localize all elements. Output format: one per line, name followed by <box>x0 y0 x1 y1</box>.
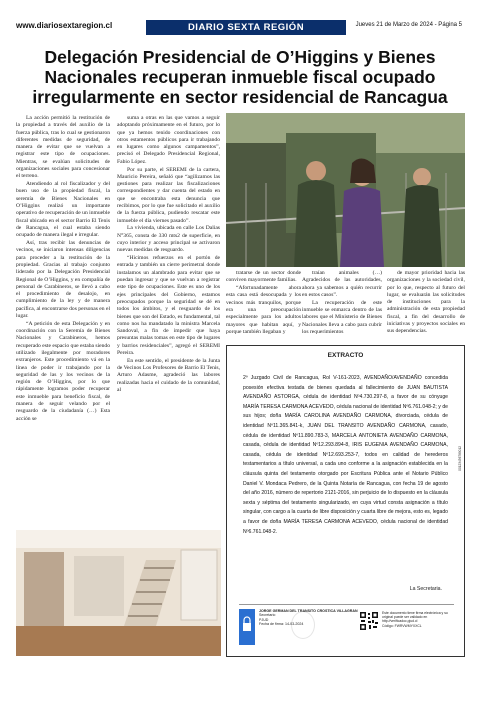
paragraph: En este sentido, el presidente de la Junta de Vecinos Los Profesores de Barrio El Tenis, Arturo Adasme, agradeció las labores realizadas hacia el cuidado de la comunidad, al <box>117 357 220 393</box>
issue-date: Jueves 21 de Marzo de 2024 - Página 5 <box>355 22 462 28</box>
article-column-3 <box>226 270 301 337</box>
paragraph: de mayor prioridad hacia las organizaciones y la sociedad civil, por lo que, respecto al futuro del lugar, se evaluarán las solicitudes de instituciones para la administración de esta propiedad fiscal, a fin del desarrollo de iniciativas y proyectos sociales en sus dependencias. <box>387 270 465 335</box>
legal-notice-box <box>226 345 465 657</box>
signer-info <box>259 609 359 627</box>
paragraph: “A petición de esta Delegación y en coordinación con la Seremía de Bienes Nacionales y Carabineros, hemos recuperado este espacio que estaba siendo utilizado ilegalmente por moradores extranjeros. Este procedimiento vá en la línea de poder ir trabajando por la seguridad de las y los vecinos de la región de O’Higgins, por lo que rápidamente logramos poder recuperar este inmueble para beneficio fiscal, de manera de seguir velando por el resguardo de la ciudadanía (…) Esta acción se <box>16 320 110 422</box>
paragraph: Así, tras recibir las denuncias de vecinos, se iniciaron intensas diligencias para proceder a la restitución de la propiedad. Gracias al trabajo conjunto liderado por la Delegación Presidencial Regional de O’Higgins, y en compañía de personal de Carabineros, se llevó a cabo el procedimiento de desalojo, en cumplimiento de la ley y de manera pacífica, al encontrarse dos personas en el lugar. <box>16 240 110 320</box>
verification-info <box>382 611 454 628</box>
paragraph: tratarse de un sector donde conviven mayormente familias. <box>226 270 301 284</box>
photo-officers-illustration <box>226 113 465 267</box>
article-column-5 <box>387 270 465 336</box>
lock-icon <box>239 609 255 645</box>
electronic-signature-block <box>239 604 454 646</box>
legal-notice-body: 2º Juzgado Civil de Rancagua, Rol V-161-2023, AVENDAÑO/AVENDAÑO concedida posesión efectiva testada de bienes quedada al fallecimiento de JUAN BAUTISTA AVENDAÑO ASTORGA, cédula de identidad Nº4.730.297-8, a favor de su cónyuge MARÍA TERESA CARMONA ACEVEDO, cédula nacional de identidad Nº6.761.048-2; y de sus hijos; doña MARÍA CAROLINA AVENDAÑO CARMONA, divorciada, cédula de identidad Nº11.365.841-k, JUAN DEL TRANSITO AVENDAÑO CARMONA, casado, cédula de identidad Nº11.890.783-3, MARCELA ANTONIETA AVENDAÑO CARMONA, casada, cédula de identidad Nº12.293.894-8, IRIS EUGENIA AVENDAÑO CARMONA, casada, cédula de identidad Nº12.693.253-7, todos en calidad de herederos testamentarios a título universal, a cada uno conforme a la asignación establecida en la cláusula quinta del testamento otorgado por Escritura Pública ante el Notario Público Daniel V. Mondaca Pedrero, de la Quinta Notaría de Rancagua, con fecha 19 de agosto del año 2016, número de repertorio 2121-2016, sin perjuicio de lo dispuesto en la cláusula sexta y séptima del testamento singularizado, en cuya virtud consta asignación a título singular, con cargo a la cuarta de libre disposición y cuarta libre de mejora, esto es, legado a favor de doña MARÍA TERESA CARMONA ACEVEDO, cédula nacional de identidad Nº6.761.048-2. <box>243 375 448 535</box>
paragraph: suma a otras en las que vamos a seguir adoptando próximamente en el futuro, por lo que ya hemos tenido coordinaciones con otros estamentos públicos para ir trabajando en lugares como algunos campamentos”, precisó el Delegado Presidencial Regional, Fabio López. <box>117 115 220 165</box>
article-column-1 <box>16 115 110 423</box>
signer-name: JORGE GERMAN DEL TRANSITO CROSTICA VILLAGRAN <box>259 609 358 613</box>
signer-role: Secretario <box>259 613 276 618</box>
paragraph: Atendiendo al rol fiscalizador y del buen uso de la propiedad fiscal, la seremía de Bienes Nacionales en O’Higgins realizó un importante operativo de recuperación de un inmueble fiscal ubicado en el sector Barrio El Tenis de Rancagua, el cual estaba siendo ocupado de manera ilegal e irregular. <box>16 181 110 239</box>
signer-court: PJUD <box>259 617 269 622</box>
site-url[interactable]: www.diariosextaregion.cl <box>16 21 113 30</box>
paragraph: “Afortunadamente ahora esta casa está desocupada y los vecinos más tranquilos, porque era una preocupación especialmente para los adultos mayores que habitan aquí, y porque también llegaban y <box>226 285 301 335</box>
photo-interior-illustration <box>16 530 221 656</box>
masthead <box>16 20 462 36</box>
legal-notice-title: EXTRACTO <box>327 352 364 359</box>
article-column-2 <box>117 115 220 395</box>
article-column-4 <box>302 270 382 337</box>
paragraph: Por su parte, el SEREMI de la cartera, Mauricio Pereira, señaló que “agilizamos las gestiones para realizar las fiscalizaciones correspondientes y dar cuenta del estado en que se encontraba esta denuncia que recibimos, por lo que fue solicitado el auxilio de la fuerza pública, pudiendo rescatar este inmueble el día viernes pasado”. <box>117 166 220 224</box>
article-photo-interior <box>16 530 221 656</box>
article-photo-officers <box>226 113 465 267</box>
paragraph: “Hicimos refuerzos en el portón de entrada y también un cierre perimetral donde instalamos un alambrado para evitar que se puedan ingresar y que se vuelvan a registrar este tipo de ocupaciones. Este es uno de los ejes principales del Gobierno, estamos preocupados porque la seguridad se dé en todos los ámbitos, y el resguardo de los bienes que son del Estado, es fundamental, tal como nos ha mandatado la ministra Marcela Sandoval, a fin de impedir que haya presuntas malas tomas en este tipo de lugares y barrios residenciales”, agregó el SEREMI Pereira. <box>117 255 220 356</box>
verification-text: Este documento tiene firma electrónica y su original puede ser validado en http://verificadoc.pjud.cl <box>382 611 448 624</box>
legal-notice-side-code: 00123456789012 <box>458 446 462 471</box>
signature-date: Fecha de firma: 14-03-2024 <box>259 622 304 627</box>
newspaper-banner: DIARIO SEXTA REGIÓN <box>146 20 346 35</box>
qr-code-icon <box>359 611 379 631</box>
legal-notice-signature: La Secretaria. <box>409 586 442 592</box>
paragraph: traían animales (…) Agradecidos de las autoridades, ahora ya sabemos a quién recurrir en estos casos”. <box>302 270 382 298</box>
paragraph: La recuperación de este inmueble se enmarca dentro de las labores que el Ministerio de Bienes Nacionales lleva a cabo para cubrir los requerimientos <box>302 299 382 335</box>
article-headline: Delegación Presidencial de O’Higgins y Bienes Nacionales recuperan inmueble fiscal ocupado irregularmente en sector residencial de Rancagua <box>32 47 448 107</box>
paragraph: La vivienda, ubicada en calle Los Dalias N°365, consta de 330 mts2 de superficie, en cuyo interior y acceso principal se activaron nuevas medidas de resguardo. <box>117 225 220 254</box>
paragraph: La acción permitió la restitución de la propiedad a través del auxilio de la fuerza pública, tras lo cual se gestionaron diferentes medidas de seguridad, de manera de evitar que se vuelvan a registrar este tipo de ocupaciones. Mientras, se evalúan solicitudes de organizaciones sociales para concesionar el terreno. <box>16 115 110 180</box>
verification-code: Código: FWRVWMYXXCL <box>382 623 422 628</box>
